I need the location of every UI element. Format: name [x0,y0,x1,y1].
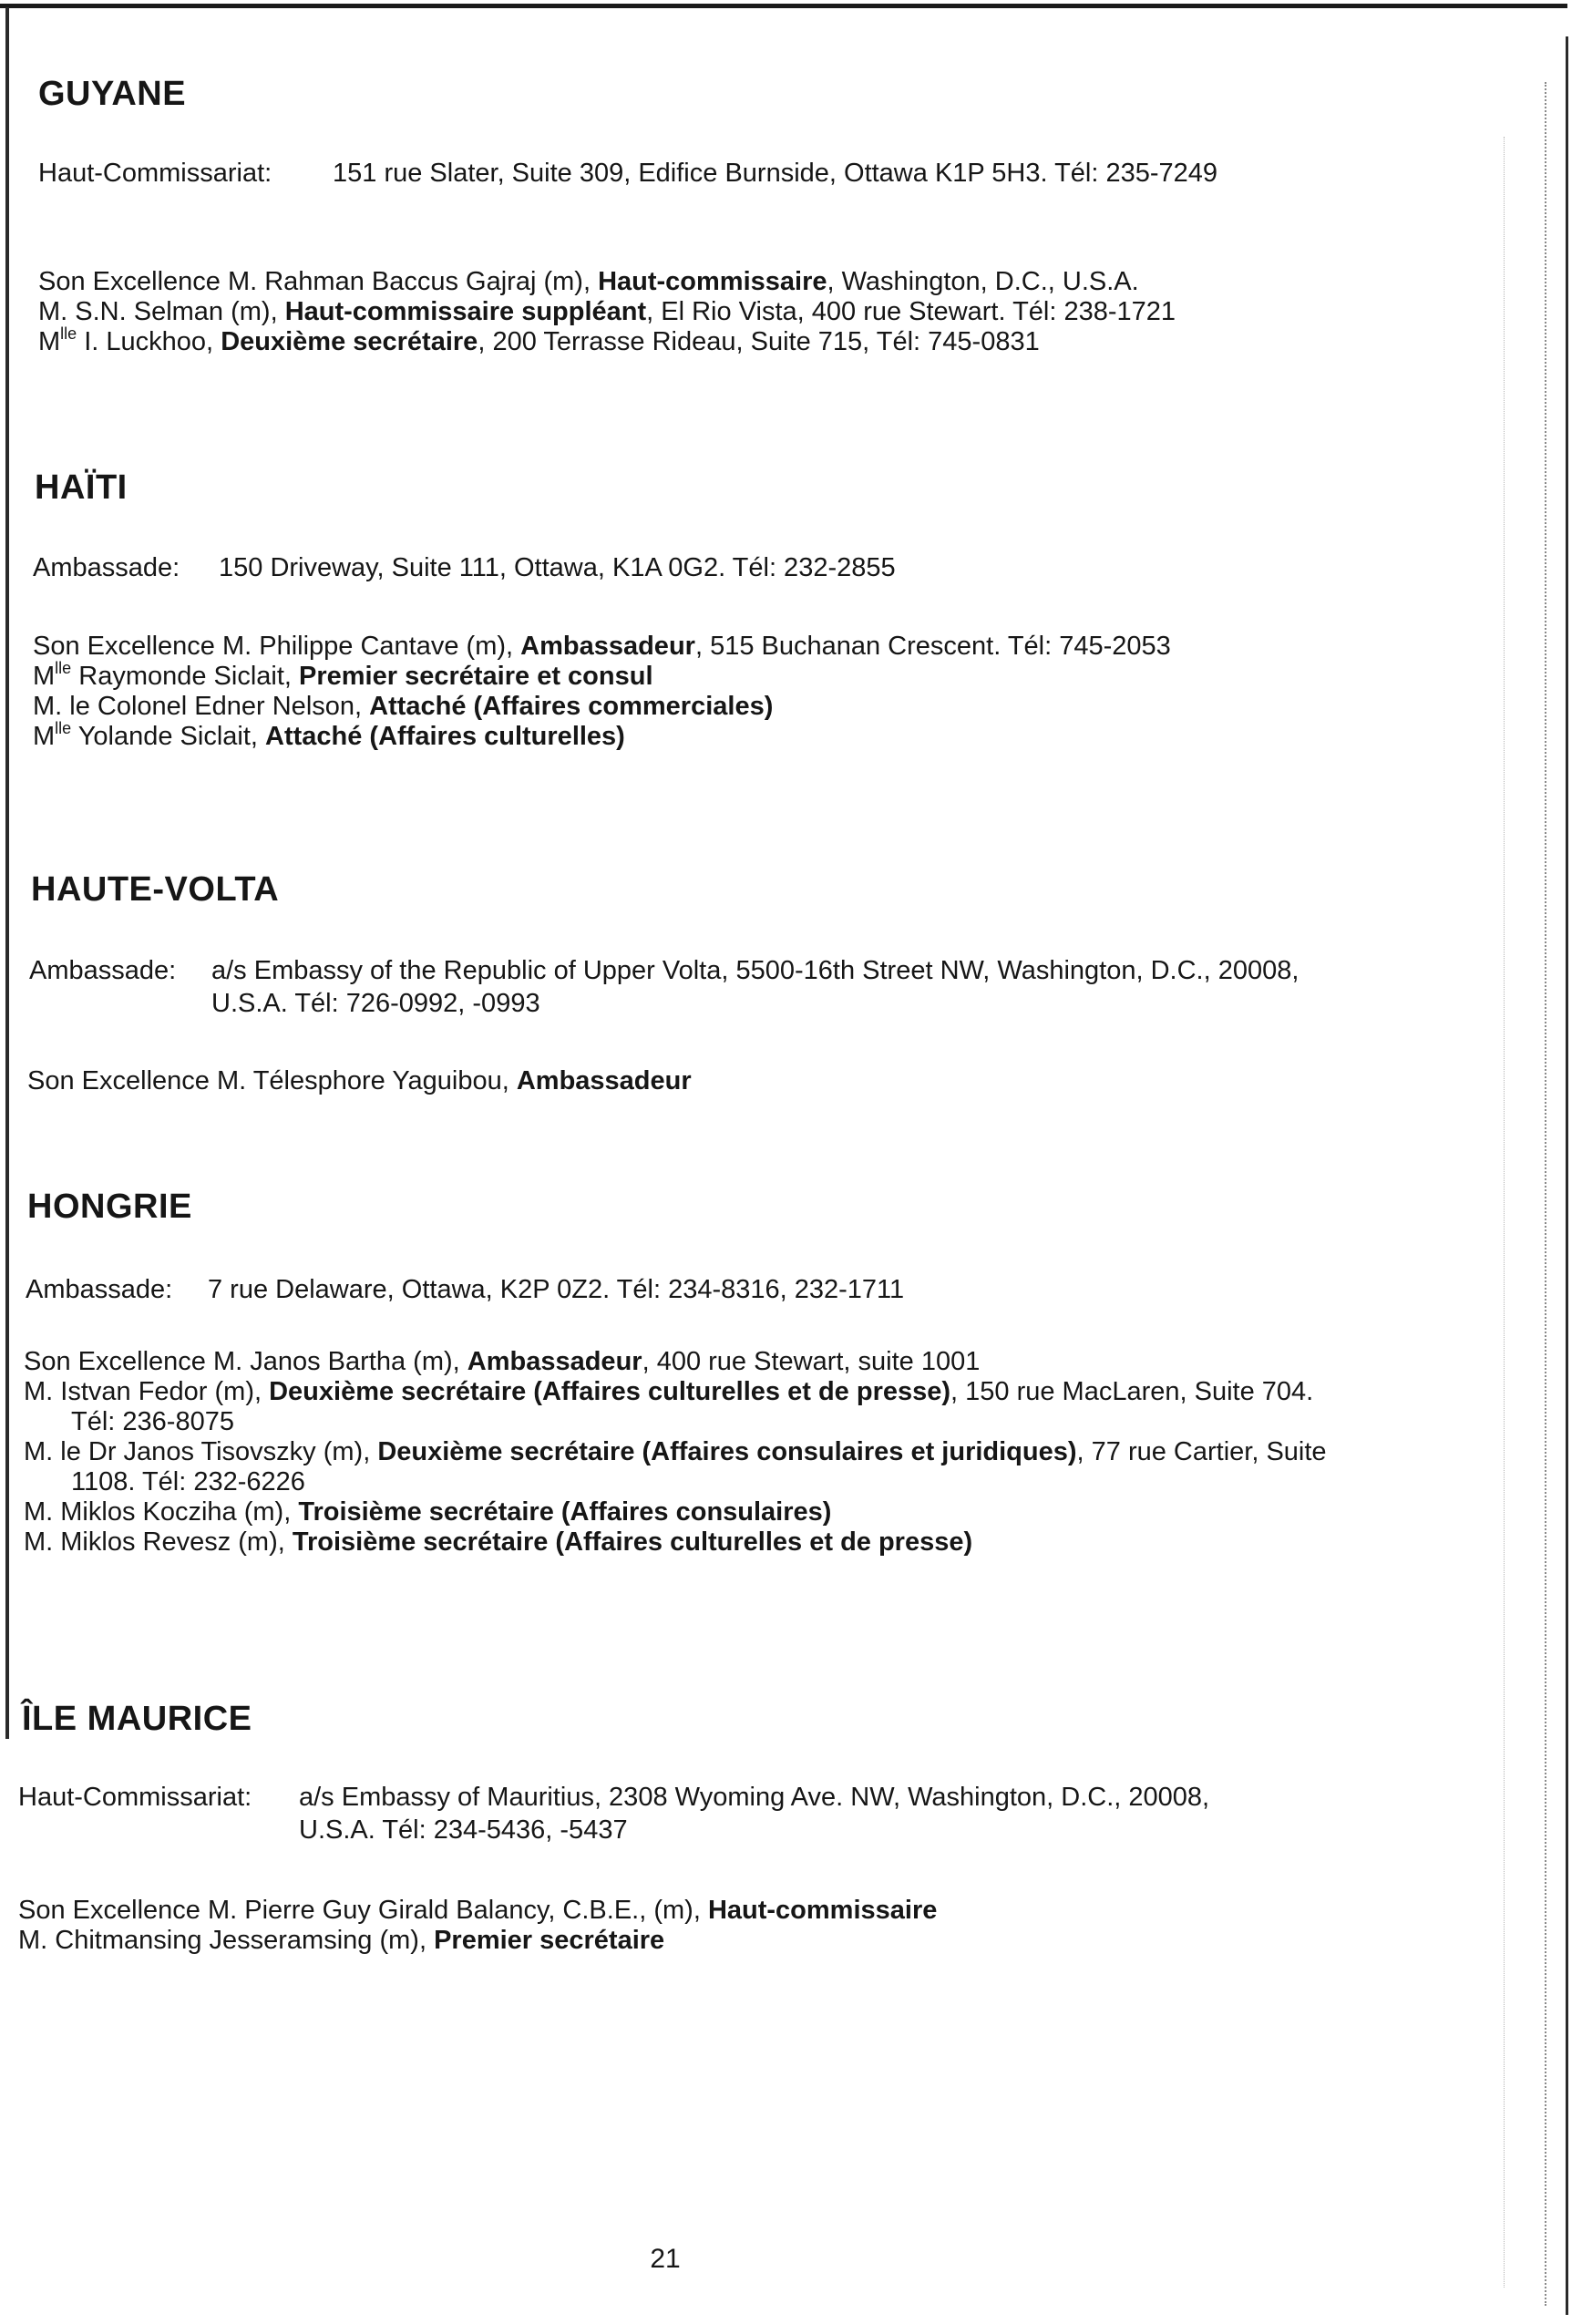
staff-details: , Washington, D.C., U.S.A. [827,267,1139,296]
country-heading: GUYANE [38,75,187,113]
staff-name: M. Istvan Fedor (m), [24,1377,270,1406]
staff-title: Premier secrétaire [434,1926,665,1955]
honorific-superscript: lle [60,324,77,343]
staff-name: M. le Dr Janos Tisovszky (m), [24,1437,378,1466]
staff-title: Ambassadeur [467,1347,642,1376]
address-label: Ambassade: [33,553,180,582]
staff-title: Haut-commissaire [598,267,827,296]
staff-entry [38,297,1460,327]
staff-title: Ambassadeur [516,1066,692,1095]
staff-name: I. Luckhoo, [77,327,221,356]
staff-entry [38,267,1460,297]
staff-title: Troisième secrétaire (Affaires culturelles et de presse) [292,1527,973,1557]
staff-details: , El Rio Vista, 400 rue Stewart. Tél: 238-1721 [646,297,1176,326]
staff-title: Attaché (Affaires commerciales) [369,692,774,721]
address-label: Haut-Commissariat: [18,1783,252,1812]
address-text: a/s Embassy of Mauritius, 2308 Wyoming Ave. NW, Washington, D.C., 20008, U.S.A. Tél: 234-5436, -5437 [299,1783,1210,1845]
staff-entry [27,1066,1449,1096]
honorific-prefix: M [33,662,56,691]
country-heading: HAUTE-VOLTA [31,870,280,909]
honorific-superscript: lle [55,659,72,677]
staff-entry [24,1437,1345,1497]
address-label: Ambassade: [29,956,177,985]
staff-entry [18,1896,1440,1926]
country-heading: ÎLE MAURICE [22,1700,252,1738]
staff-name: Raymonde Siclait, [71,662,300,691]
staff-title: Deuxième secrétaire [221,327,478,356]
honorific-prefix: M [38,327,61,356]
staff-name: Son Excellence M. Télesphore Yaguibou, [27,1066,517,1095]
staff-list [33,632,1454,752]
staff-details: , 400 rue Stewart, suite 1001 [642,1347,981,1376]
staff-name: Son Excellence M. Rahman Baccus Gajraj (m), [38,267,599,296]
staff-name: Son Excellence M. Pierre Guy Girald Balancy, C.B.E., (m), [18,1896,708,1925]
staff-details: , 200 Terrasse Rideau, Suite 715, Tél: 745-0831 [478,327,1040,356]
staff-entry [33,659,1454,692]
staff-title: Haut-commissaire suppléant [284,297,647,326]
staff-entry [24,1497,1345,1527]
staff-name: Yolande Siclait, [71,722,266,751]
staff-entry [33,692,1454,722]
staff-entry [33,719,1454,752]
staff-list [38,267,1460,357]
honorific-superscript: lle [55,719,72,737]
right-binding-marks [1545,82,1547,2306]
staff-title: Premier secrétaire et consul [299,662,653,691]
page-number: 21 [650,2244,681,2274]
address-text: 150 Driveway, Suite 111, Ottawa, K1A 0G2. Tél: 232-2855 [219,553,896,582]
staff-entry [24,1347,1345,1377]
top-rule [0,4,1567,8]
honorific-prefix: M [33,722,56,751]
staff-entry [18,1926,1440,1956]
staff-details: , 150 rue MacLaren, Suite 704. Tél: 236-8075 [71,1377,1314,1436]
staff-title: Troisième secrétaire (Affaires consulaires) [298,1497,832,1527]
staff-details: , 77 rue Cartier, Suite 1108. Tél: 232-6226 [71,1437,1327,1496]
country-heading: HAÏTI [35,468,128,507]
staff-title: Deuxième secrétaire (Affaires consulaires et juridiques) [377,1437,1077,1466]
address-text: a/s Embassy of the Republic of Upper Volta, 5500-16th Street NW, Washington, D.C., 20008, U.S.A. Tél: 726-0992, -0993 [211,956,1300,1018]
address-text: 7 rue Delaware, Ottawa, K2P 0Z2. Tél: 234-8316, 232-1711 [208,1275,905,1304]
staff-name: Son Excellence M. Philippe Cantave (m), [33,632,521,661]
country-heading: HONGRIE [27,1188,192,1226]
staff-list [18,1896,1440,1956]
staff-name: M. Chitmansing Jesseramsing (m), [18,1926,435,1955]
staff-details: , 515 Buchanan Crescent. Tél: 745-2053 [694,632,1171,661]
staff-entry [33,632,1454,662]
staff-name: Son Excellence M. Janos Bartha (m), [24,1347,467,1376]
staff-name: M. le Colonel Edner Nelson, [33,692,370,721]
right-binding-marks-faint [1504,137,1505,2288]
staff-entry [24,1377,1345,1437]
address-text: 151 rue Slater, Suite 309, Edifice Burnside, Ottawa K1P 5H3. Tél: 235-7249 [333,159,1218,188]
address-label: Haut-Commissariat: [38,159,272,188]
staff-list [27,1066,1449,1096]
address-label: Ambassade: [26,1275,173,1304]
staff-entry [24,1527,1345,1558]
staff-entry [38,324,1460,357]
staff-title: Ambassadeur [520,632,695,661]
staff-name: M. Miklos Kocziha (m), [24,1497,299,1527]
staff-name: M. Miklos Revesz (m), [24,1527,293,1557]
right-rule [1566,36,1568,2315]
staff-title: Haut-commissaire [707,1896,938,1925]
staff-name: M. S.N. Selman (m), [38,297,285,326]
staff-title: Attaché (Affaires culturelles) [265,722,625,751]
staff-title: Deuxième secrétaire (Affaires culturelles et de presse) [269,1377,951,1406]
staff-list [24,1347,1345,1558]
left-rule [5,7,9,1739]
